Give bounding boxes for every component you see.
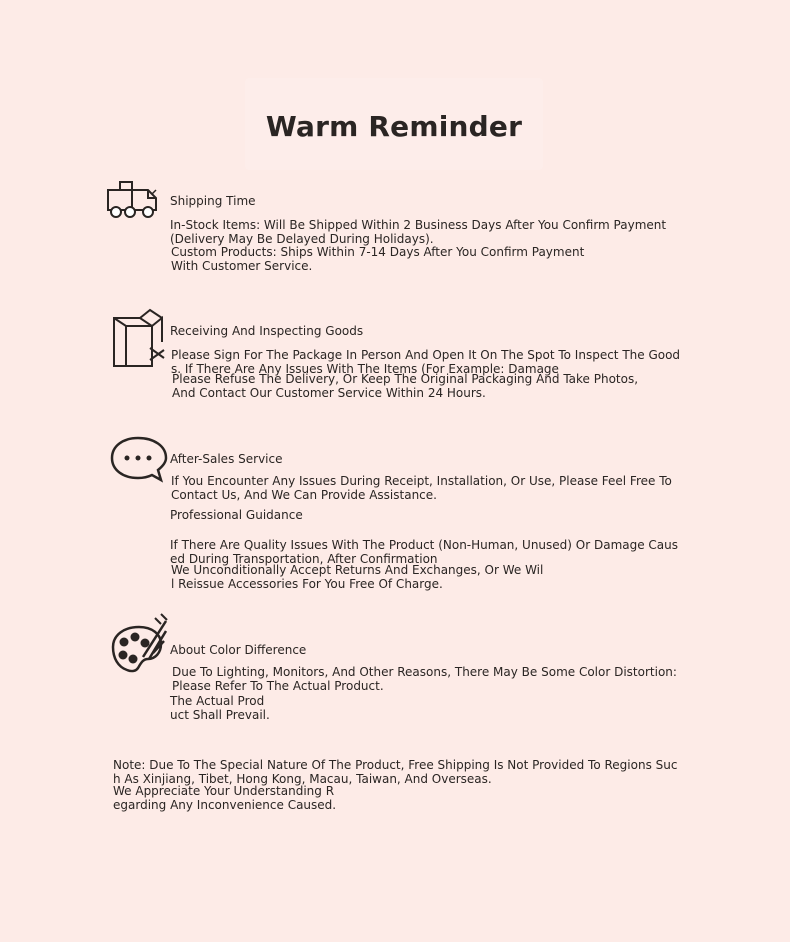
- title-panel: [245, 78, 543, 170]
- shipping-note: Note: Due To The Special Nature Of The Product, Free Shipping Is Not Provided To Regions Such As Xinjiang, Tibet, Hong Kong, Macau, Taiwan, And Overseas.: [113, 758, 678, 786]
- shipping-time-line-2: Custom Products: Ships Within 7-14 Days After You Confirm Payment With Customer Service.: [171, 245, 585, 273]
- receiving-heading: Receiving And Inspecting Goods: [170, 324, 364, 338]
- page-title: Warm Reminder: [265, 110, 523, 143]
- understanding-note: We Appreciate Your Understanding Regarding Any Inconvenience Caused.: [113, 784, 337, 812]
- color-difference-line-1: Due To Lighting, Monitors, And Other Reasons, There May Be Some Color Distortion: Please Refer To The Actual Product.: [172, 665, 677, 693]
- truck-icon: [104, 176, 166, 238]
- shipping-time-line-1: In-Stock Items: Will Be Shipped Within 2 Business Days After You Confirm Payment (Delivery May Be Delayed During Holidays).: [170, 218, 667, 246]
- chat-bubble-icon: [108, 432, 170, 494]
- box-icon: [106, 308, 168, 370]
- receiving-line-2: Please Refuse The Delivery, Or Keep The Original Packaging And Take Photos, And Contact Our Customer Service Within 24 Hours.: [172, 372, 639, 400]
- palette-icon: [108, 613, 170, 675]
- color-difference-line-2: The Actual Product Shall Prevail.: [170, 694, 270, 722]
- after-sales-sub-line-2: We Unconditionally Accept Returns And Exchanges, Or We Will Reissue Accessories For You Free Of Charge.: [171, 563, 544, 591]
- shipping-time-heading: Shipping Time: [170, 194, 256, 208]
- professional-guidance-heading: Professional Guidance: [170, 508, 303, 522]
- receiving-line-1: Please Sign For The Package In Person And Open It On The Spot To Inspect The Goods. If There Are Any Issues With The Items (For Example: Damage: [171, 348, 681, 376]
- after-sales-line-1: If You Encounter Any Issues During Receipt, Installation, Or Use, Please Feel Free To Contact Us, And We Can Provide Assistance.: [171, 474, 672, 502]
- color-difference-heading: About Color Difference: [170, 643, 307, 657]
- after-sales-heading: After-Sales Service: [170, 452, 283, 466]
- after-sales-sub-line-1: If There Are Quality Issues With The Product (Non-Human, Unused) Or Damage Caused During Transportation, After Confirmation: [170, 538, 679, 566]
